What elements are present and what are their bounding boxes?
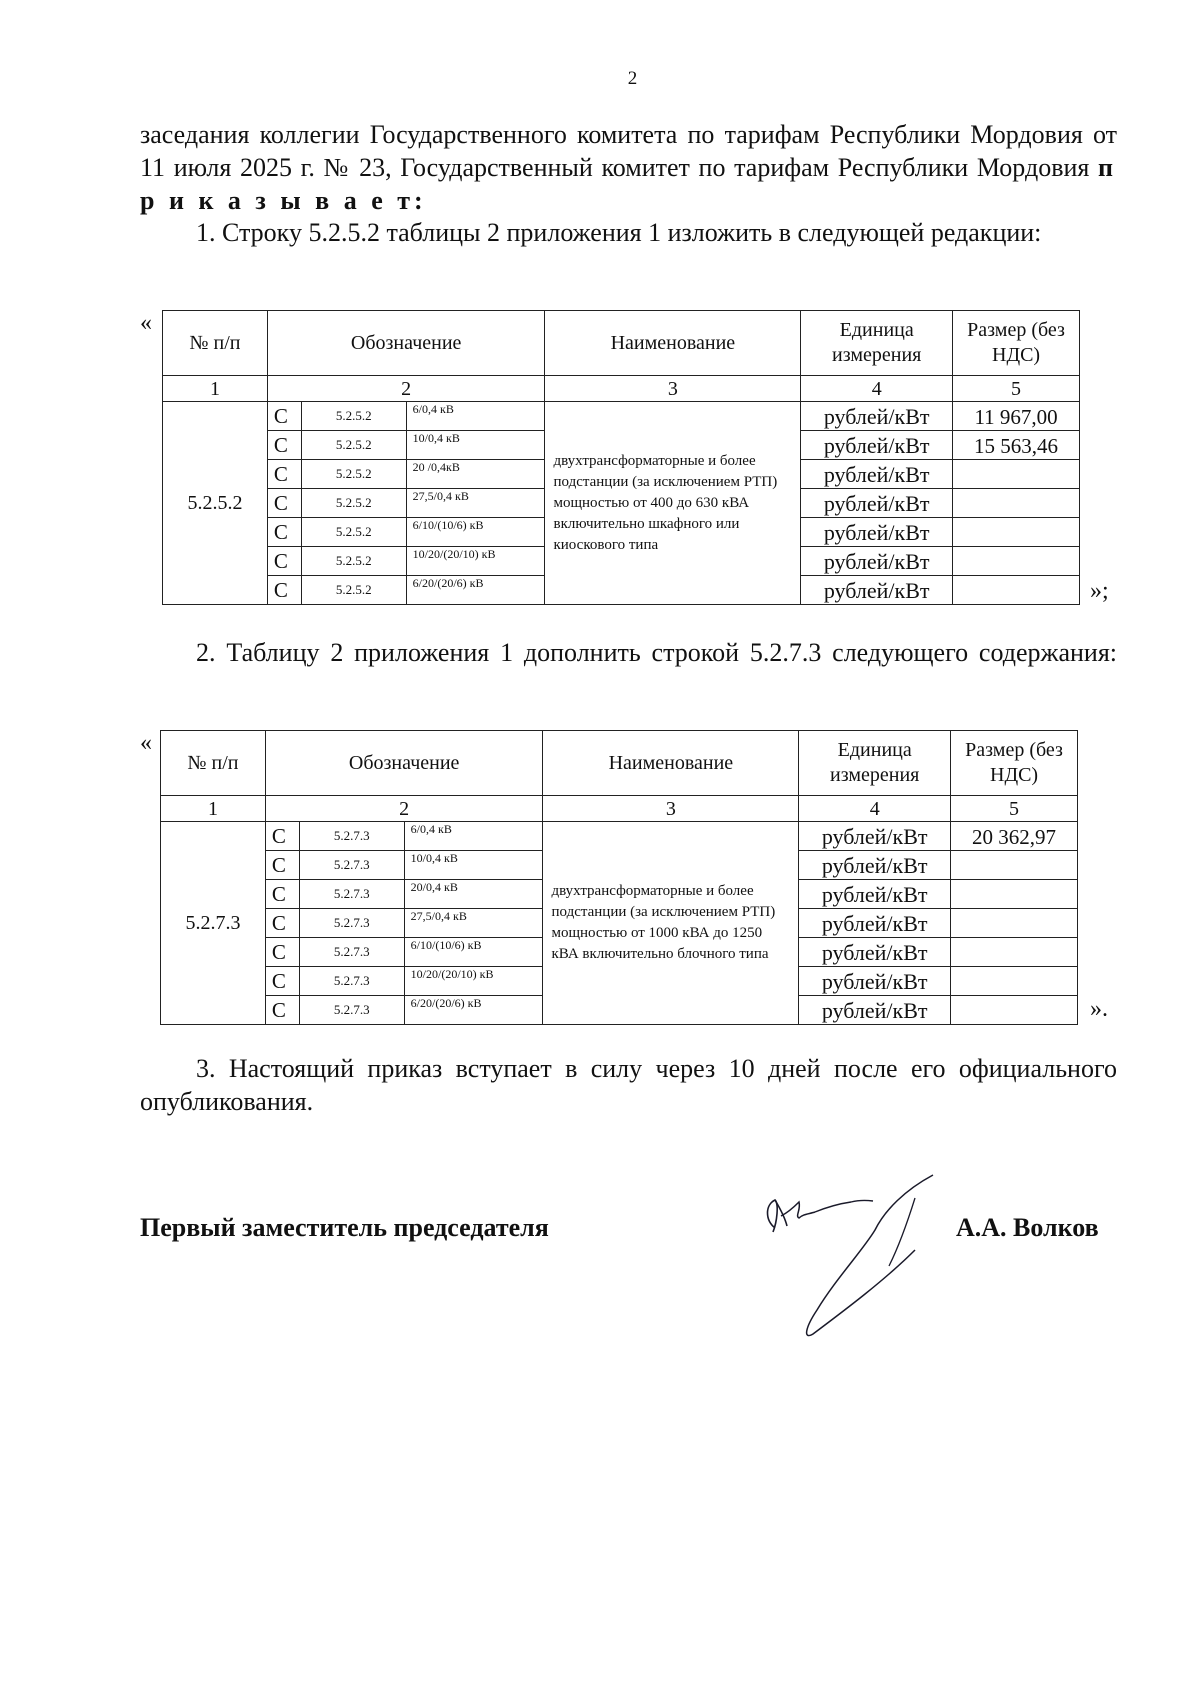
header-num: № п/п — [163, 311, 268, 376]
designation-letter: С — [267, 576, 301, 605]
size-cell — [951, 996, 1078, 1025]
unit-cell: рублей/кВт — [801, 576, 953, 605]
signatory-name: А.А. Волков — [956, 1213, 1099, 1242]
size-cell: 20 362,97 — [951, 822, 1078, 851]
open-quote-1: « — [140, 310, 152, 336]
size-cell — [953, 489, 1080, 518]
designation-letter: С — [265, 996, 299, 1025]
designation-voltage: 10/0,4 кВ — [404, 851, 543, 880]
intro-paragraph — [140, 118, 1117, 217]
designation-letter: С — [267, 518, 301, 547]
designation-voltage: 6/10/(10/6) кВ — [404, 938, 543, 967]
designation-voltage: 6/10/(10/6) кВ — [406, 518, 545, 547]
header-designation: Обозначение — [265, 731, 543, 796]
designation-code: 5.2.7.3 — [299, 880, 404, 909]
size-cell — [951, 938, 1078, 967]
col-number: 4 — [801, 376, 953, 402]
size-cell — [951, 967, 1078, 996]
unit-cell: рублей/кВт — [799, 909, 951, 938]
designation-letter: С — [267, 547, 301, 576]
designation-voltage: 6/0,4 кВ — [404, 822, 543, 851]
size-cell — [953, 576, 1080, 605]
designation-code: 5.2.5.2 — [301, 402, 406, 431]
unit-cell: рублей/кВт — [799, 851, 951, 880]
unit-cell: рублей/кВт — [801, 431, 953, 460]
designation-voltage: 27,5/0,4 кВ — [406, 489, 545, 518]
row-number: 5.2.5.2 — [163, 402, 268, 605]
designation-letter: С — [267, 431, 301, 460]
designation-voltage: 6/20/(20/6) кВ — [404, 996, 543, 1025]
tariff-table-2 — [160, 730, 1078, 1025]
close-quote-2: ». — [1090, 996, 1108, 1022]
designation-voltage: 10/0,4 кВ — [406, 431, 545, 460]
designation-code: 5.2.7.3 — [299, 822, 404, 851]
unit-cell: рублей/кВт — [801, 518, 953, 547]
unit-cell: рублей/кВт — [799, 880, 951, 909]
designation-letter: С — [265, 938, 299, 967]
designation-voltage: 27,5/0,4 кВ — [404, 909, 543, 938]
handwritten-signature — [755, 1170, 985, 1350]
designation-letter: С — [265, 967, 299, 996]
designation-code: 5.2.7.3 — [299, 851, 404, 880]
designation-letter: С — [265, 880, 299, 909]
col-number: 3 — [545, 376, 801, 402]
designation-code: 5.2.5.2 — [301, 489, 406, 518]
unit-cell: рублей/кВт — [801, 547, 953, 576]
designation-letter: С — [265, 909, 299, 938]
designation-letter: С — [267, 402, 301, 431]
unit-cell: рублей/кВт — [799, 938, 951, 967]
designation-voltage: 6/20/(20/6) кВ — [406, 576, 545, 605]
designation-code: 5.2.5.2 — [301, 518, 406, 547]
size-cell — [953, 460, 1080, 489]
designation-code: 5.2.7.3 — [299, 967, 404, 996]
row-number: 5.2.7.3 — [161, 822, 266, 1025]
size-cell — [951, 851, 1078, 880]
designation-code: 5.2.5.2 — [301, 547, 406, 576]
unit-cell: рублей/кВт — [799, 967, 951, 996]
header-designation: Обозначение — [267, 311, 545, 376]
item-name: двухтрансформаторные и более подстанции (за исключением РТП) мощностью от 400 до 630 кВА включительно шкафного или киоскового типа — [545, 402, 801, 605]
header-name: Наименование — [543, 731, 799, 796]
col-number: 3 — [543, 796, 799, 822]
unit-cell: рублей/кВт — [801, 460, 953, 489]
unit-cell: рублей/кВт — [799, 996, 951, 1025]
item-1-paragraph: 1. Строку 5.2.5.2 таблицы 2 приложения 1 изложить в следующей редакции: — [196, 218, 1042, 247]
designation-code: 5.2.5.2 — [301, 431, 406, 460]
header-num: № п/п — [161, 731, 266, 796]
designation-code: 5.2.7.3 — [299, 909, 404, 938]
col-number: 2 — [267, 376, 545, 402]
col-number: 4 — [799, 796, 951, 822]
col-number: 2 — [265, 796, 543, 822]
header-size: Размер (без НДС) — [953, 311, 1080, 376]
unit-cell: рублей/кВт — [801, 402, 953, 431]
item-3-paragraph: 3. Настоящий приказ вступает в силу через 10 дней после его официального опубликования. — [140, 1054, 1117, 1116]
size-cell — [953, 547, 1080, 576]
item-name: двухтрансформаторные и более подстанции (за исключением РТП) мощностью от 1000 кВА до 1250 кВА включительно блочного типа — [543, 822, 799, 1025]
order-word: п р и к а з ы в а е т: — [140, 153, 1117, 215]
designation-voltage: 10/20/(20/10) кВ — [404, 967, 543, 996]
size-cell — [953, 518, 1080, 547]
size-cell: 11 967,00 — [953, 402, 1080, 431]
header-name: Наименование — [545, 311, 801, 376]
designation-code: 5.2.5.2 — [301, 576, 406, 605]
designation-code: 5.2.5.2 — [301, 460, 406, 489]
page-number: 2 — [627, 68, 638, 89]
close-quote-1: »; — [1090, 578, 1109, 604]
designation-voltage: 20/0,4 кВ — [404, 880, 543, 909]
intro-text: заседания коллегии Государственного комитета по тарифам Республики Мордовия от 11 июля 2025 г. № 23, Государственный комитет по тарифам Республики Мордовия — [140, 120, 1117, 182]
size-cell — [951, 909, 1078, 938]
col-number: 1 — [161, 796, 266, 822]
designation-letter: С — [267, 489, 301, 518]
size-cell: 15 563,46 — [953, 431, 1080, 460]
col-number: 1 — [163, 376, 268, 402]
header-unit: Единица измерения — [799, 731, 951, 796]
open-quote-2: « — [140, 730, 152, 756]
unit-cell: рублей/кВт — [799, 822, 951, 851]
designation-voltage: 10/20/(20/10) кВ — [406, 547, 545, 576]
header-size: Размер (без НДС) — [951, 731, 1078, 796]
col-number: 5 — [951, 796, 1078, 822]
designation-code: 5.2.7.3 — [299, 938, 404, 967]
item-2-paragraph: 2. Таблицу 2 приложения 1 дополнить строкой 5.2.7.3 следующего содержания: — [196, 638, 1117, 667]
designation-voltage: 6/0,4 кВ — [406, 402, 545, 431]
designation-letter: С — [267, 460, 301, 489]
designation-voltage: 20 /0,4кВ — [406, 460, 545, 489]
designation-code: 5.2.7.3 — [299, 996, 404, 1025]
header-unit: Единица измерения — [801, 311, 953, 376]
tariff-table-1 — [162, 310, 1080, 605]
designation-letter: С — [265, 822, 299, 851]
unit-cell: рублей/кВт — [801, 489, 953, 518]
signatory-position: Первый заместитель председателя — [140, 1213, 549, 1242]
designation-letter: С — [265, 851, 299, 880]
col-number: 5 — [953, 376, 1080, 402]
size-cell — [951, 880, 1078, 909]
